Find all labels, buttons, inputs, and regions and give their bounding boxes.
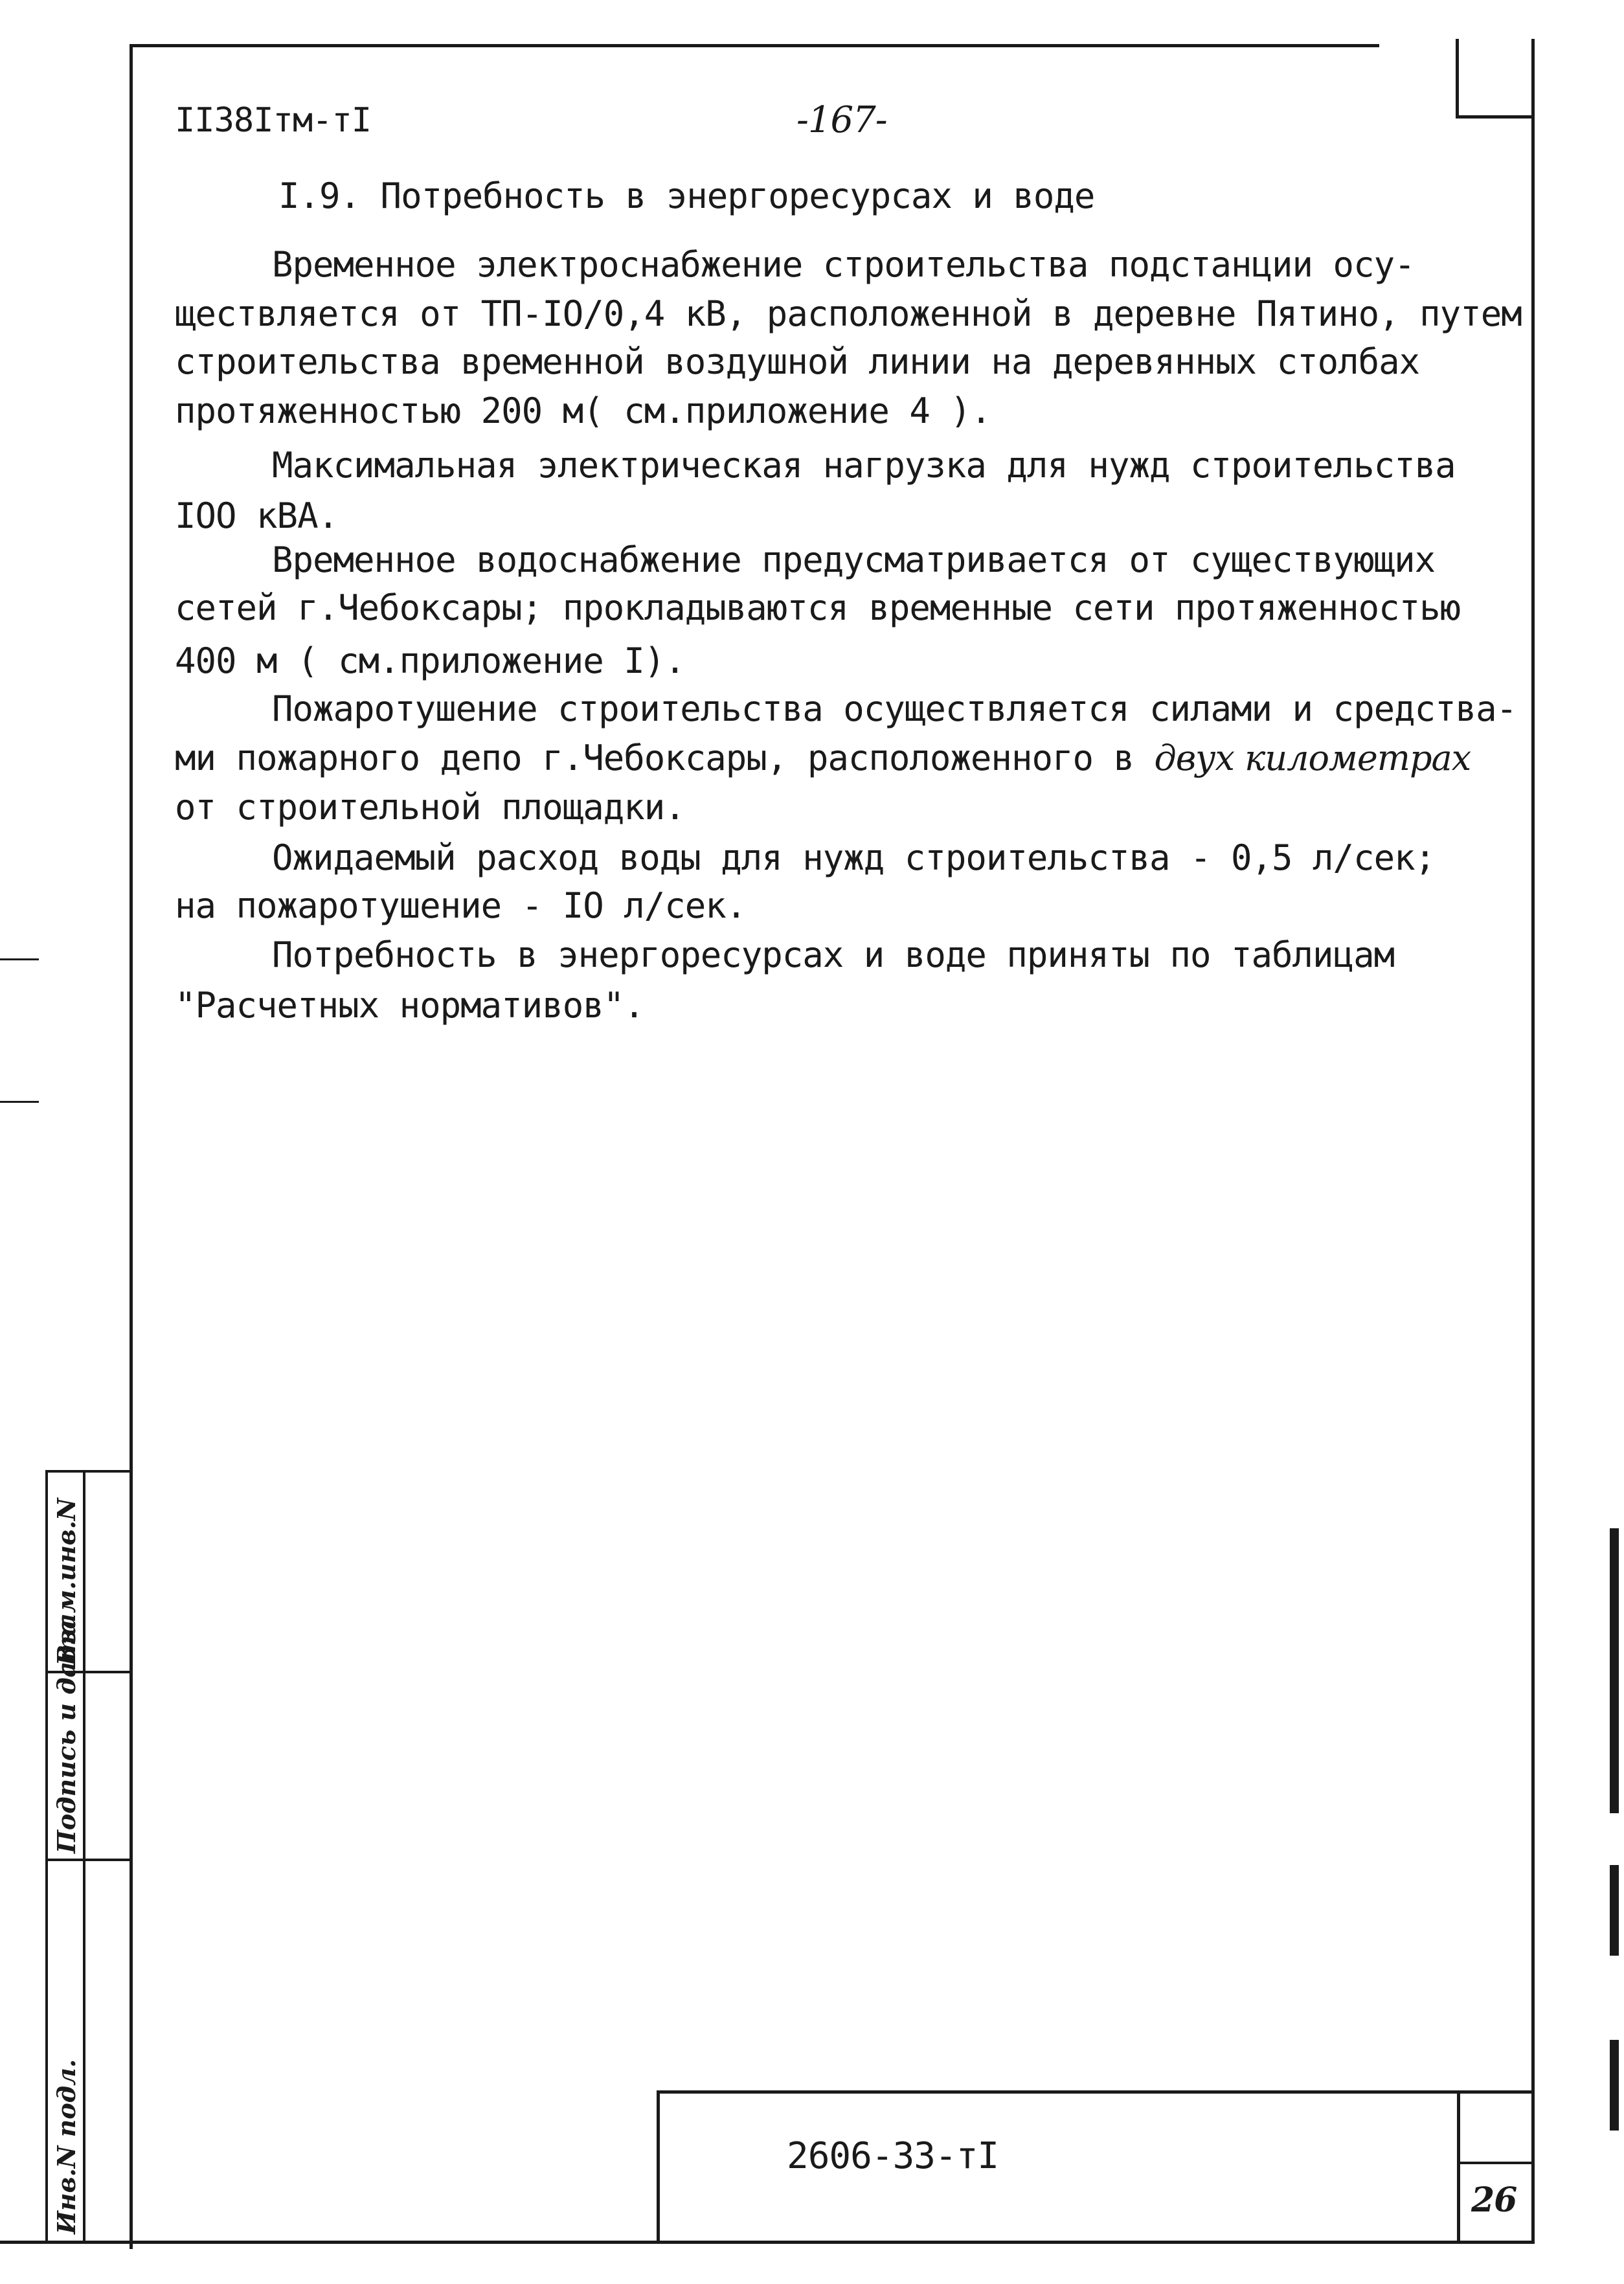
sheet-number: 26 (1471, 2180, 1517, 2220)
body-line: сетей г.Чебоксары; прокладываются временные сети протяженностью (175, 587, 1461, 628)
body-line: Максимальная электрическая нагрузка для нужд строительства (272, 445, 1456, 486)
left-margin-tick-2 (0, 1101, 39, 1103)
body-line: Временное электроснабжение строительства подстанции осу- (272, 244, 1415, 285)
section-title: I.9. Потребность в энергоресурсах и воде (278, 175, 1095, 216)
body-line: IOO кВА. (175, 495, 339, 536)
document-code: II38Iтм-тI (175, 101, 372, 140)
body-line: 400 м ( см.приложение I). (175, 640, 685, 681)
corner-box-left (1456, 39, 1459, 117)
body-line: "Расчетных нормативов". (175, 985, 644, 1026)
side-stamp-mid-line (83, 1470, 85, 2241)
body-line: строительства временной воздушной линии на деревянных столбах (175, 341, 1420, 382)
frame-top-border (130, 44, 1379, 47)
body-line-text: ми пожарного депо г.Чебоксары, расположенного в (175, 738, 1134, 778)
title-block-left (657, 2090, 660, 2241)
right-margin-mark-2 (1610, 1865, 1619, 1956)
frame-right-border (1531, 39, 1535, 2241)
side-stamp-top-line (45, 1470, 133, 1473)
body-line: Потребность в энергоресурсах и воде приняты по таблицам (272, 934, 1395, 975)
side-stamp-divider-2 (45, 1859, 133, 1861)
document-designation: 2606-33-тI (787, 2135, 999, 2177)
body-line: Пожаротушение строительства осуществляется силами и средства- (272, 688, 1517, 729)
title-block-sheet-top (1457, 2162, 1535, 2164)
right-margin-mark-1 (1610, 1528, 1619, 1813)
podpis-data-label: Подпись и дата (52, 1619, 81, 1853)
inv-podl-label: Инв.N подл. (52, 2059, 81, 2234)
body-line: протяженностью 200 м( см.приложение 4 ). (175, 390, 991, 431)
page-number: -167- (796, 99, 887, 141)
handwritten-insert: двух километрах (1154, 738, 1471, 778)
vzam-inv-label: Взам.инв.N (52, 1498, 81, 1666)
side-stamp-left-line (45, 1470, 48, 2241)
frame-bottom-border (0, 2241, 1535, 2244)
body-line: Ожидаемый расход воды для нужд строительства - 0,5 л/сек; (272, 837, 1436, 878)
body-line (175, 738, 1471, 778)
title-block-sheet-divider (1457, 2090, 1460, 2241)
right-margin-mark-3 (1610, 2040, 1619, 2131)
body-line: ществляется от ТП-IO/0,4 кВ, расположенной в деревне Пятино, путем (175, 293, 1522, 334)
body-line: на пожаротушение - IO л/сек. (175, 885, 747, 926)
corner-box-bottom (1456, 115, 1533, 119)
body-line: от строительной площадки. (175, 787, 685, 828)
body-line: Временное водоснабжение предусматривается от существующих (272, 539, 1436, 580)
title-block-top (657, 2090, 1535, 2094)
frame-left-border (130, 44, 133, 2249)
left-margin-tick-1 (0, 958, 39, 960)
